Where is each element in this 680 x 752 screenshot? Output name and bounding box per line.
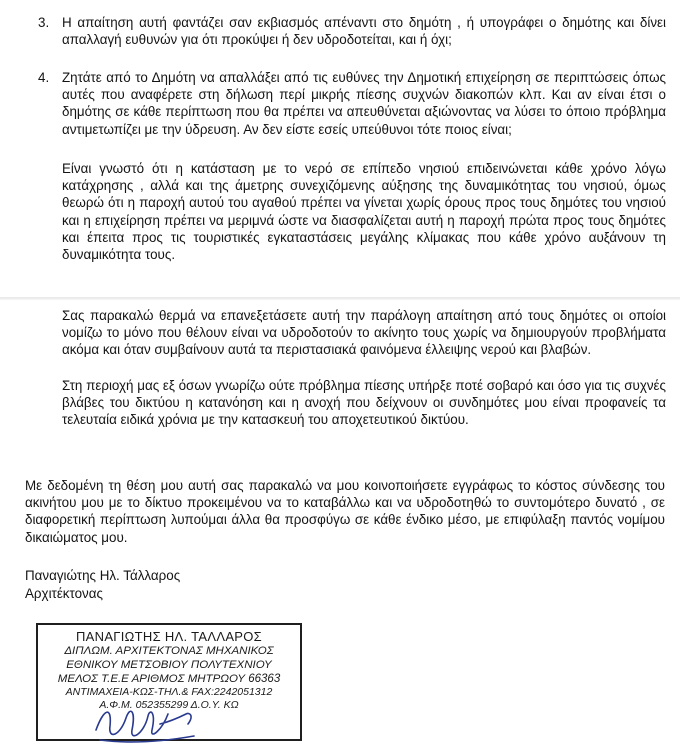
stamp-line-university: ΕΘΝΙΚΟΥ ΜΕΤΣΟΒΙΟΥ ΠΟΛΥΤΕΧΝΙΟΥ xyxy=(66,659,272,671)
stamp-line-degree: ΔΙΠΛΩΜ. ΑΡΧΙΤΕΚΤΟΝΑΣ ΜΗΧΑΝΙΚΟΣ xyxy=(64,645,274,657)
handwritten-signature-icon xyxy=(90,700,200,748)
stamp-line-address: ΑΝΤΙΜΑΧΕΙΑ-ΚΩΣ-ΤΗΛ.& FAX:2242051312 xyxy=(65,686,273,698)
stamp-line-name: ΠΑΝΑΓΙΩΤΗΣ ΗΛ. ΤΑΛΛΑΡΟΣ xyxy=(75,629,263,644)
stamp-line-tax: Α.Φ.Μ. 052355299 Δ.Ο.Υ. ΚΩ xyxy=(99,699,239,711)
stamp-line-membership: ΜΕΛΟΣ Τ.Ε.Ε ΑΡΙΘΜΟΣ ΜΗΤΡΩΟΥ 66363 xyxy=(57,673,281,685)
signatory-title: Αρχιτέκτονας xyxy=(25,586,103,601)
paragraph-request: Σας παρακαλώ θερμά να επανεξετάσετε αυτή την παράλογη απαίτηση από τους δημότες οι οποίοι νομίζω το μόνο που θέλουν είναι να υδροδοτούν το ακίνητο τους χωρίς να δημιουργούν προβλήματα ακόμα και όταν συμβαίνουν αυτά τα περιστασιακά φαινόμενα έλλειψης νερού και βλαβών. xyxy=(62,308,666,358)
item-3-number: 3. xyxy=(38,15,50,30)
item-4-continuation: Είναι γνωστό ότι η κατάσταση με το νερό σε επίπεδο νησιού επιδεινώνεται κάθε χρόνο λόγω κατάχρησης , αλλά και της άμετρης συνεχιζόμενης αύξησης της δυναμικότητας του νησιού, όμως θεωρώ ότι η παροχή αυτού του αγαθού πρέπει να γίνεται χωρίς όρους προς τους δημότες του νησιού και η επιχείρηση πρέπει να μεριμνά ώστε να διασφαλίζεται αυτή η παροχή πρώτα προς τους δημότες και έπειτα προς τις τουριστικές εγκαταστάσεις μεγάλης κλίμακας που κάθε χρόνο αυξάνουν τη δυναμικότητα τους. xyxy=(62,161,666,263)
signatory-name: Παναγιώτης Ηλ. Τάλλαρος xyxy=(25,568,181,583)
page-fold-line xyxy=(0,297,680,300)
item-4-text: Ζητάτε από το Δημότη να απαλλάξει από τις ευθύνες την Δημοτική επιχείρηση σε περιπτώσεις όπως αυτές που αναφέρετε στη δήλωση περί μικρής πίεσης συχνών διακοπών κλπ. Και αν είναι έτσι ο δημότης σε κάθε περίπτωση που θα πρέπει να απευθύνεται αξιώνοντας να λύσει το όποιο πρόβλημα αντιμετωπίζει με την ύδρευση. Αν δεν είστε εσείς υπεύθυνοι τότε ποιος είναι; xyxy=(62,70,666,137)
paragraph-area: Στη περιοχή μας εξ όσων γνωρίζω ούτε πρόβλημα πίεσης υπήρξε ποτέ σοβαρό και όσο για τις συχνές βλάβες του δικτύου η κατανόηση και η ανοχή που δείχνουν οι συνδημότες μου είναι προφανείς τα τελευταία ειδικά χρόνια με την κατασκευή του αποχετευτικού δικτύου. xyxy=(62,378,666,428)
item-4-number: 4. xyxy=(38,70,50,85)
paragraph-closing: Με δεδομένη τη θέση μου αυτή σας παρακαλώ να μου κοινοποιήσετε εγγράφως το κόστος σύνδεσης του ακινήτου μου με το δίκτυο προκειμένου να το καταβάλλω και να υδροδοτηθώ το συντομότερο δυνατό , σε διαφορετική περίπτωση λυπούμαι άλλα θα προσφύγω σε κάθε ένδικο μέσο, με επιφύλαξη παντός νομίμου δικαιώματος μου. xyxy=(25,478,665,545)
item-3-text: Η απαίτηση αυτή φαντάζει σαν εκβιασμός απέναντι στο δημότη , ή υπογράφει ο δημότης και δίνει απαλλαγή ευθυνών για ότι προκύψει ή δεν υδροδοτείται, και ή όχι; xyxy=(62,15,666,48)
